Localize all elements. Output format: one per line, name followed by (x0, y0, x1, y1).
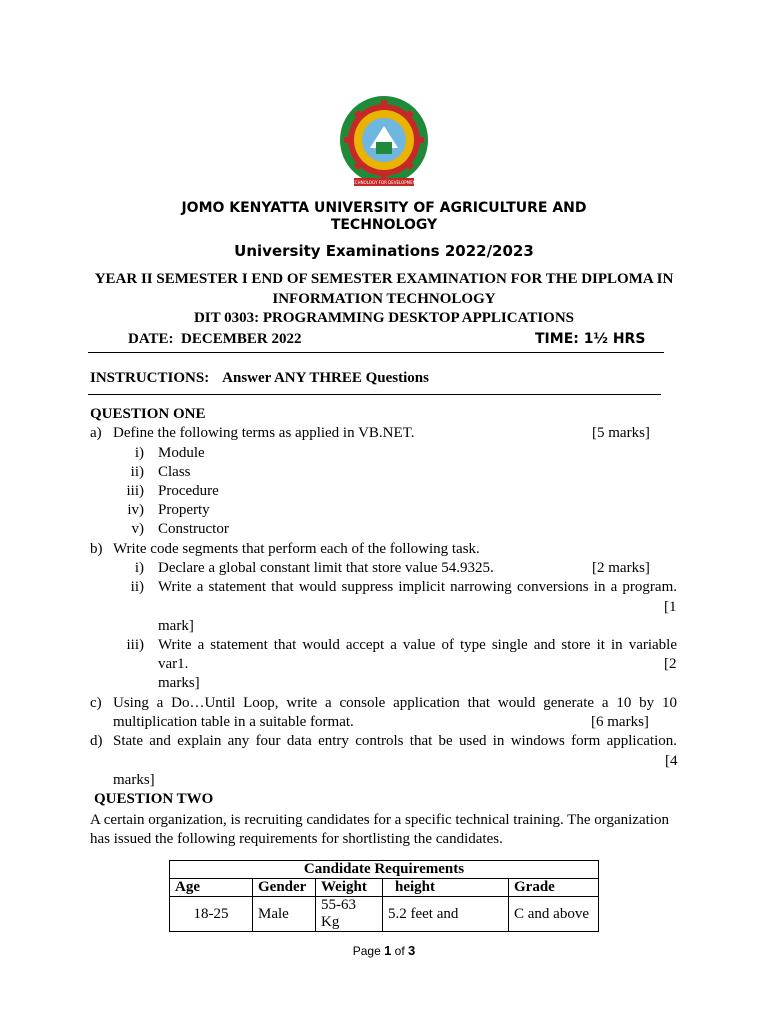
column-header: Age (170, 879, 253, 897)
question-text: State and explain any four data entry controls that be used in windows form application. (113, 733, 677, 749)
table-header-row (170, 879, 599, 897)
item-number: a) (90, 425, 102, 441)
question-text: Using a Do…Until Loop, write a console application that would generate a 10 by 10 (113, 695, 677, 711)
sub-item-number: iii) (126, 483, 144, 499)
divider (88, 352, 664, 353)
question-text: Write code segments that perform each of the following task. (113, 541, 480, 557)
page-footer (0, 943, 768, 958)
marks: [2 marks] (592, 560, 650, 576)
question-one-title: QUESTION ONE (90, 406, 206, 422)
question-text: multiplication table in a suitable format. (113, 714, 354, 730)
question-two-title: QUESTION TWO (94, 791, 214, 807)
marks: [4 (665, 753, 678, 769)
sub-item-text: Class (158, 464, 191, 480)
sub-item-number: iv) (127, 502, 144, 518)
sub-item-number: i) (134, 560, 144, 576)
svg-text:TECHNOLOGY FOR DEVELOPMENT: TECHNOLOGY FOR DEVELOPMENT (349, 180, 419, 185)
table-cell: Male (253, 897, 316, 932)
university-logo (334, 92, 434, 192)
of-word: of (394, 944, 405, 958)
table-cell: C and above (509, 897, 599, 932)
page-word: Page (352, 944, 381, 958)
sub-item-number: i) (134, 445, 144, 461)
column-header: Grade (509, 879, 599, 897)
exam-period: University Examinations 2022/2023 (234, 242, 534, 260)
column-header: Gender (253, 879, 316, 897)
exam-date: DATE: DECEMBER 2022 (128, 331, 302, 347)
sub-item-text: Module (158, 445, 205, 461)
university-name: JOMO KENYATTA UNIVERSITY OF AGRICULTURE AND TECHNOLOGY (181, 200, 587, 233)
sub-item-text: Declare a global constant limit that store value 54.9325. (158, 560, 494, 576)
marks: [6 marks] (591, 714, 649, 730)
column-header: Weight (316, 879, 383, 897)
marks: [2 (664, 656, 677, 672)
item-number: b) (90, 541, 103, 557)
item-number: c) (90, 695, 102, 711)
current-page: 1 (384, 943, 392, 958)
table-cell: 55-63 Kg (316, 897, 383, 932)
sub-item-text: Constructor (158, 521, 229, 537)
marks: [1 (664, 599, 677, 615)
sub-item-text: Property (158, 502, 210, 518)
sub-item-text: Write a statement that would suppress implicit narrowing conversions in a program. (158, 579, 677, 595)
total-pages: 3 (408, 943, 416, 958)
question-text: Define the following terms as applied in VB.NET. (113, 425, 415, 441)
table-row (170, 897, 599, 932)
sub-item-number: ii) (130, 464, 144, 480)
instructions-text: Answer ANY THREE Questions (222, 370, 429, 386)
divider (88, 394, 661, 395)
marks: marks] (158, 675, 200, 691)
sub-item-text: Write a statement that would accept a value of type single and store it in variable (158, 637, 677, 653)
item-number: d) (90, 733, 103, 749)
table-caption: Candidate Requirements (170, 861, 599, 879)
column-header: height (383, 879, 509, 897)
instructions (90, 370, 429, 387)
requirements-table (169, 860, 599, 932)
sub-item-text: Procedure (158, 483, 219, 499)
sub-item-text: var1. (158, 656, 189, 672)
marks: [5 marks] (592, 425, 650, 441)
exam-title: YEAR II SEMESTER I END OF SEMESTER EXAMINATION FOR THE DIPLOMA IN INFORMATION TECHNOLOGY (94, 271, 674, 307)
marks: marks] (113, 772, 155, 788)
sub-item-number: ii) (130, 579, 144, 595)
table-cell: 18-25 (170, 897, 253, 932)
sub-item-number: iii) (126, 637, 144, 653)
exam-time: TIME: 1½ HRS (535, 331, 646, 347)
sub-item-number: v) (131, 521, 144, 537)
marks: mark] (158, 618, 194, 634)
instructions-label: INSTRUCTIONS: (90, 370, 210, 386)
question-two-paragraph: A certain organization, is recruiting candidates for a specific technical training. The organization has issued the following requirements for shortlisting the candidates. (90, 812, 669, 847)
table-cell: 5.2 feet and (383, 897, 509, 932)
course-title: DIT 0303: PROGRAMMING DESKTOP APPLICATIONS (193, 310, 575, 326)
